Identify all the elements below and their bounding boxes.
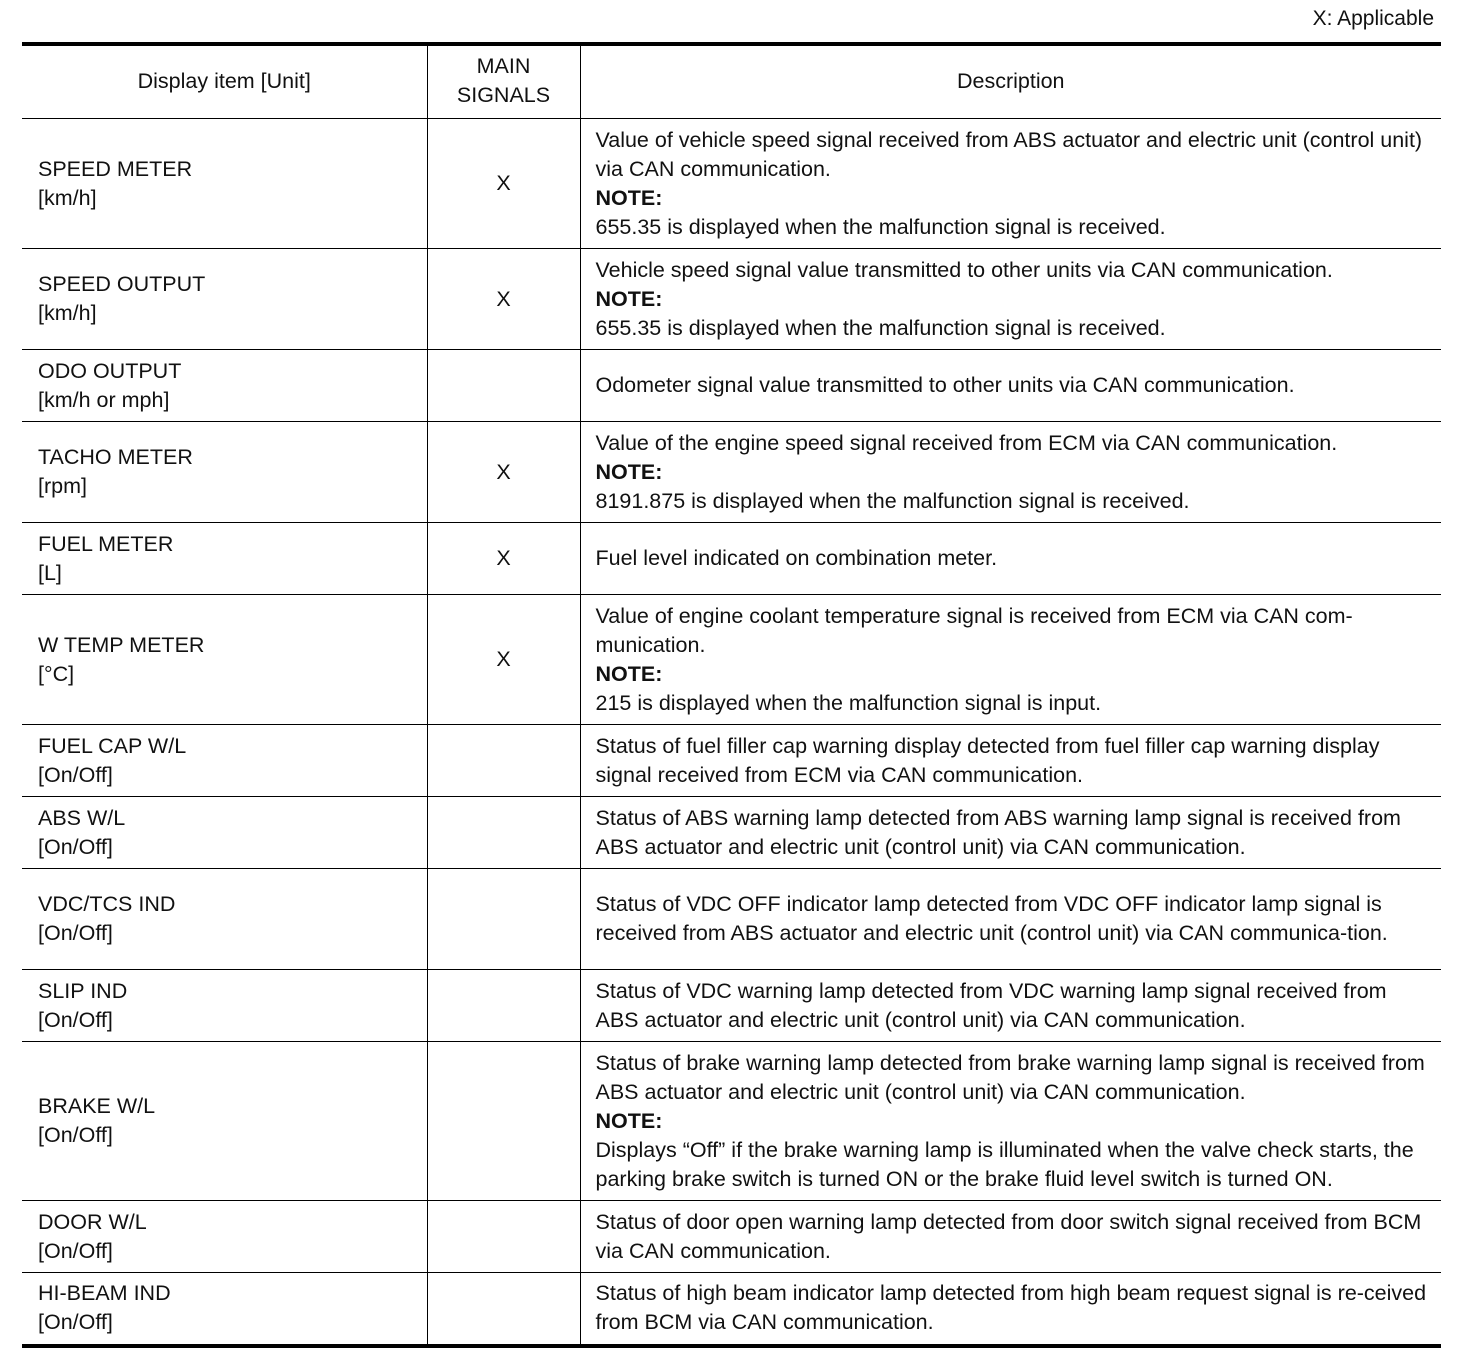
- display-item-unit: [On/Off]: [38, 762, 113, 787]
- display-item-unit: [On/Off]: [38, 1310, 113, 1335]
- display-item-unit: [On/Off]: [38, 921, 113, 945]
- note-label: NOTE:: [595, 286, 663, 311]
- display-item-unit: [km/h or mph]: [38, 387, 170, 412]
- description-text: Status of fuel filler cap warning display detected from fuel filler cap warning display signal received from ECM via CAN communication.: [595, 733, 1380, 787]
- note-text: 215 is displayed when the malfunction signal is input.: [595, 690, 1102, 715]
- description-text: Status of ABS warning lamp detected from ABS warning lamp signal is received from ABS actuator and electric unit (control unit) via CAN communication.: [595, 805, 1401, 859]
- display-item-unit: [km/h]: [38, 301, 97, 325]
- display-item-cell: [22, 119, 427, 249]
- table-row: [22, 595, 1441, 725]
- description-cell: [580, 595, 1441, 725]
- main-signal-mark: [427, 1273, 580, 1346]
- display-item-cell: [22, 1042, 427, 1201]
- table-header-row: [22, 44, 1441, 119]
- description-cell: [580, 869, 1441, 970]
- header-display-item: Display item [Unit]: [22, 44, 427, 119]
- table-row: [22, 523, 1441, 595]
- header-main-signals-line2: SIGNALS: [456, 83, 551, 107]
- note-text: Displays “Off” if the brake warning lamp is illuminated when the valve check starts, the parking brake switch is turned ON or the brake fluid level switch is turned ON.: [595, 1137, 1414, 1191]
- description-text: Status of VDC warning lamp detected from VDC warning lamp signal received from ABS actuator and electric unit (control unit) via CAN communication.: [595, 978, 1387, 1032]
- display-item-cell: [22, 1273, 427, 1346]
- main-signal-mark: [427, 1042, 580, 1201]
- description-text: Status of brake warning lamp detected from brake warning lamp signal is received from ABS actuator and electric unit (control unit) via CAN communication.: [595, 1050, 1425, 1104]
- display-item-name: SLIP IND: [38, 978, 128, 1003]
- description-text: Value of the engine speed signal received from ECM via CAN communication.: [595, 430, 1338, 455]
- display-item-unit: [rpm]: [38, 474, 87, 498]
- display-item-cell: [22, 797, 427, 869]
- display-item-name: SPEED METER: [38, 156, 193, 181]
- display-item-cell: [22, 970, 427, 1042]
- table-row: [22, 1273, 1441, 1346]
- display-item-unit: [°C]: [38, 661, 75, 686]
- description-cell: [580, 797, 1441, 869]
- description-text: Status of door open warning lamp detected from door switch signal received from BCM via CAN communication.: [595, 1209, 1422, 1263]
- display-item-name: ODO OUTPUT: [38, 358, 182, 383]
- table-row: [22, 869, 1441, 970]
- note-label: NOTE:: [595, 185, 663, 210]
- description-cell: [580, 523, 1441, 595]
- description-text: Status of high beam indicator lamp detected from high beam request signal is re-ceived from BCM via CAN communication.: [595, 1281, 1427, 1335]
- display-item-name: HI-BEAM IND: [38, 1281, 171, 1306]
- display-item-cell: [22, 595, 427, 725]
- display-item-unit: [On/Off]: [38, 1238, 113, 1263]
- table-row: [22, 725, 1441, 797]
- display-item-name: DOOR W/L: [38, 1209, 147, 1234]
- display-item-unit: [On/Off]: [38, 834, 113, 859]
- main-signal-mark: [427, 797, 580, 869]
- table-row: [22, 249, 1441, 350]
- table-row: [22, 970, 1441, 1042]
- note-label: NOTE:: [595, 661, 663, 686]
- description-cell: [580, 970, 1441, 1042]
- header-main-signals-line1: MAIN: [476, 54, 531, 78]
- applicable-legend: X: Applicable: [1312, 7, 1434, 30]
- note-text: 8191.875 is displayed when the malfunction signal is received.: [595, 488, 1190, 513]
- description-cell: [580, 422, 1441, 523]
- main-signal-mark: [427, 350, 580, 422]
- main-signal-mark: [427, 1201, 580, 1273]
- description-cell: [580, 119, 1441, 249]
- description-text: Value of vehicle speed signal received from ABS actuator and electric unit (control unit) via CAN communication.: [595, 127, 1423, 181]
- main-signal-mark: X: [427, 422, 580, 523]
- display-item-unit: [On/Off]: [38, 1123, 113, 1147]
- display-item-unit: [On/Off]: [38, 1007, 113, 1032]
- display-item-name: TACHO METER: [38, 445, 193, 469]
- description-text: Fuel level indicated on combination meter.: [595, 546, 998, 570]
- main-signal-mark: X: [427, 119, 580, 249]
- main-signal-mark: X: [427, 523, 580, 595]
- display-item-cell: [22, 869, 427, 970]
- display-item-name: SPEED OUTPUT: [38, 272, 206, 296]
- note-label: NOTE:: [595, 1108, 663, 1133]
- display-item-cell: [22, 725, 427, 797]
- description-text: Status of VDC OFF indicator lamp detected from VDC OFF indicator lamp signal is received from ABS actuator and electric unit (control unit) via CAN communica-tion.: [595, 892, 1388, 945]
- display-item-cell: [22, 422, 427, 523]
- display-item-name: ABS W/L: [38, 805, 126, 830]
- display-items-table: [22, 42, 1441, 1348]
- description-text: Vehicle speed signal value transmitted to other units via CAN communication.: [595, 257, 1333, 282]
- table-row: [22, 119, 1441, 249]
- table-row: [22, 422, 1441, 523]
- main-signal-mark: X: [427, 595, 580, 725]
- display-item-name: VDC/TCS IND: [38, 892, 176, 916]
- description-cell: [580, 1273, 1441, 1346]
- display-item-unit: [L]: [38, 560, 62, 585]
- description-cell: [580, 249, 1441, 350]
- display-item-cell: [22, 350, 427, 422]
- note-text: 655.35 is displayed when the malfunction signal is received.: [595, 214, 1166, 239]
- table-row: [22, 1042, 1441, 1201]
- table-row: [22, 797, 1441, 869]
- header-main-signals: [427, 44, 580, 119]
- main-signal-mark: X: [427, 249, 580, 350]
- main-signal-mark: [427, 970, 580, 1042]
- display-item-name: BRAKE W/L: [38, 1094, 156, 1118]
- display-item-cell: [22, 1201, 427, 1273]
- description-cell: [580, 1201, 1441, 1273]
- display-item-cell: [22, 523, 427, 595]
- display-item-name: W TEMP METER: [38, 632, 205, 657]
- main-signal-mark: [427, 725, 580, 797]
- header-description: Description: [580, 44, 1441, 119]
- display-item-unit: [km/h]: [38, 185, 97, 210]
- display-item-name: FUEL METER: [38, 531, 174, 556]
- display-item-cell: [22, 249, 427, 350]
- display-item-name: FUEL CAP W/L: [38, 733, 187, 758]
- description-text: Value of engine coolant temperature signal is received from ECM via CAN com-munication.: [595, 603, 1353, 657]
- table-row: [22, 350, 1441, 422]
- description-cell: [580, 1042, 1441, 1201]
- note-text: 655.35 is displayed when the malfunction signal is received.: [595, 315, 1166, 340]
- description-cell: [580, 725, 1441, 797]
- description-cell: [580, 350, 1441, 422]
- note-label: NOTE:: [595, 459, 663, 484]
- main-signal-mark: [427, 869, 580, 970]
- table-row: [22, 1201, 1441, 1273]
- description-text: Odometer signal value transmitted to other units via CAN communication.: [595, 373, 1295, 397]
